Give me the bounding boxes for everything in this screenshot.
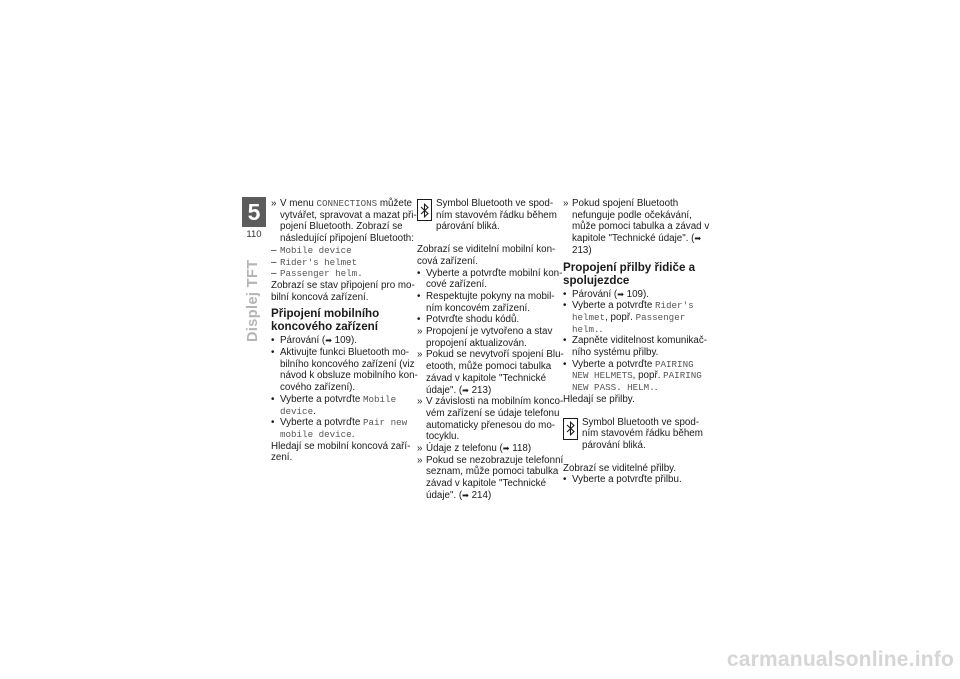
chapter-number-tab: 5 <box>242 197 266 227</box>
menu-code: Mobile device <box>280 244 352 256</box>
result-marker: » <box>417 396 423 408</box>
dash-marker: – <box>271 244 277 256</box>
text: ). <box>643 288 649 300</box>
result-item <box>563 198 713 257</box>
text: Pokud spojení Bluetooth nefunguje podle očekávání, může pomoci tabulka a závad v kapitole "Technické údaje". ( <box>572 198 710 245</box>
menu-code: Passenger helm. <box>572 311 686 335</box>
result-marker: » <box>417 326 423 338</box>
page-number: 110 <box>246 229 262 240</box>
result-item <box>417 443 567 455</box>
text: ) <box>527 443 532 455</box>
text: , popř. <box>632 370 664 382</box>
bullet-marker: • <box>417 267 421 279</box>
info-paragraph: Hledají se mobilní koncová zaří- zení. <box>271 440 411 464</box>
bullet-marker: • <box>563 300 567 312</box>
result-marker: » <box>417 454 423 466</box>
bullet-marker: • <box>271 393 275 405</box>
page-reference[interactable]: 214 <box>471 489 488 501</box>
bullet-item <box>417 268 567 291</box>
bullet-item <box>417 314 567 326</box>
bullet-item <box>563 359 713 394</box>
text: . <box>654 382 658 394</box>
watermark: carmanualsonline.info <box>726 648 954 671</box>
info-paragraph: Hledají se přilby. <box>563 393 635 405</box>
page-ref-arrow-icon: ➡ <box>462 385 469 395</box>
page-reference[interactable]: 118 <box>512 443 528 455</box>
result-item <box>271 198 421 245</box>
text: . <box>599 323 603 335</box>
dash-item <box>271 245 421 257</box>
column-2 <box>417 198 567 502</box>
bluetooth-symbol-icon <box>566 421 575 436</box>
text: můžete vytvářet, spravovat a mazat při- pojení Bluetooth. Zobrazí se následující připojení Bluetooth: <box>280 198 417 245</box>
info-paragraph: Zobrazí se viditelní mobilní kon- cová zařízení. <box>417 244 556 267</box>
text: . <box>351 428 355 440</box>
menu-code: PAIRING NEW HELMETS <box>572 358 694 382</box>
text: Propojení je vytvořeno a stav propojení aktualizován. <box>426 326 553 349</box>
menu-code: Rider's helmet <box>572 300 694 323</box>
bullet-item <box>563 300 713 335</box>
text: Pokud se nevytvoří spojení Blu- etooth, může pomoci tabulka závad v kapitole "Technické údaje". ( <box>426 349 564 396</box>
result-item <box>417 326 567 349</box>
menu-code: PAIRING NEW PASS. HELM. <box>572 370 702 394</box>
bullet-item <box>563 474 713 486</box>
text: Vyberte a potvrďte přilbu. <box>572 474 682 486</box>
result-marker: » <box>417 443 423 455</box>
text: ). <box>351 335 357 347</box>
text: Vyberte a potvrďte <box>572 358 655 370</box>
text: Vyberte a potvrďte <box>572 300 655 312</box>
note-text: Symbol Bluetooth ve spod- ním stavovém řádku během párování bliká. <box>582 416 703 451</box>
bluetooth-icon <box>563 418 578 440</box>
bullet-marker: • <box>417 290 421 302</box>
result-marker: » <box>271 198 277 209</box>
text: Údaje z telefonu ( <box>426 443 503 455</box>
section-heading: Propojení přilby řidiče a spolujezdce <box>563 260 696 287</box>
page-ref-arrow-icon: ➡ <box>617 289 624 299</box>
bullet-item <box>271 417 421 440</box>
bullet-item <box>271 347 421 394</box>
menu-code: Pair new mobile device <box>280 417 408 440</box>
dash-item <box>271 268 421 280</box>
menu-code: CONNECTIONS <box>316 198 378 209</box>
text: , popř. <box>605 311 636 323</box>
page-reference[interactable]: 109 <box>626 288 643 300</box>
bullet-marker: • <box>563 474 567 486</box>
dash-item <box>271 257 421 269</box>
section-heading: Připojení mobilního koncového zařízení <box>271 307 380 334</box>
bullet-marker: • <box>417 314 421 326</box>
dash-marker: – <box>271 256 277 268</box>
text: Zapněte viditelnost komunikač- ního systému přilby. <box>572 335 708 359</box>
text: Pokud se nezobrazuje telefonní seznam, může pomoci tabulka závad v kapitole "Technické údaje". ( <box>426 454 564 501</box>
text: V závislosti na mobilním konco- vém zařízení se údaje telefonu automaticky přenesou do mo- tocyklu. <box>426 396 564 443</box>
bullet-marker: • <box>271 347 275 359</box>
bullet-item <box>563 335 713 358</box>
text: . <box>313 405 316 417</box>
bluetooth-note <box>563 417 713 452</box>
info-paragraph: Zobrazí se viditelné přilby. <box>563 462 677 474</box>
page-ref-arrow-icon: ➡ <box>502 444 510 454</box>
page-reference[interactable]: 213 <box>471 384 488 396</box>
text: Vyberte a potvrďte <box>280 393 363 405</box>
bullet-item <box>563 289 713 301</box>
menu-code: Rider's helmet <box>280 256 358 268</box>
bullet-item <box>271 335 421 347</box>
text: Aktivujte funkci Bluetooth mo- bilního koncového zařízení (viz návod k obsluze mobilního kon- cového zařízení). <box>280 347 418 394</box>
text: ) <box>588 244 592 256</box>
result-item <box>417 396 567 443</box>
menu-code: Mobile device <box>280 393 397 417</box>
text: Vyberte a potvrďte mobilní kon- cové zařízení. <box>426 267 563 291</box>
result-item <box>417 349 567 396</box>
chapter-title-vertical: Displej TFT <box>245 259 261 342</box>
page-ref-arrow-icon: ➡ <box>325 336 332 346</box>
text: ) <box>487 489 492 501</box>
column-1 <box>271 198 421 464</box>
bluetooth-symbol-icon <box>420 203 429 218</box>
bullet-item <box>417 291 567 314</box>
info-paragraph: Zobrazí se stav připojení pro mo- bilní koncová zařízení. <box>271 279 415 303</box>
bullet-marker: • <box>271 417 275 429</box>
text: V menu <box>280 198 317 209</box>
dash-marker: – <box>271 268 277 280</box>
bullet-marker: • <box>563 335 567 347</box>
bullet-item <box>271 394 421 417</box>
note-text: Symbol Bluetooth ve spod- ním stavovém řádku během párování bliká. <box>436 198 557 233</box>
text: Potvrďte shodu kódů. <box>426 314 520 326</box>
page-reference[interactable]: 109 <box>334 335 351 347</box>
text: Párování ( <box>572 288 618 300</box>
page-ref-arrow-icon: ➡ <box>462 490 469 500</box>
text: ) <box>487 384 492 396</box>
text: Párování ( <box>280 335 326 347</box>
bluetooth-icon <box>417 199 432 221</box>
bluetooth-note <box>417 198 567 233</box>
page-ref-arrow-icon: ➡ <box>694 234 702 244</box>
menu-code: Passenger helm. <box>280 268 363 280</box>
bullet-marker: • <box>271 335 275 347</box>
column-3 <box>563 198 713 486</box>
text: Respektujte pokyny na mobil- ním koncovém zařízení. <box>426 290 555 314</box>
result-marker: » <box>417 349 423 361</box>
result-item <box>417 455 567 502</box>
page-reference[interactable]: 213 <box>572 244 589 256</box>
bullet-marker: • <box>563 288 567 300</box>
bullet-marker: • <box>563 358 567 370</box>
text: Vyberte a potvrďte <box>280 417 363 429</box>
result-marker: » <box>563 198 569 209</box>
